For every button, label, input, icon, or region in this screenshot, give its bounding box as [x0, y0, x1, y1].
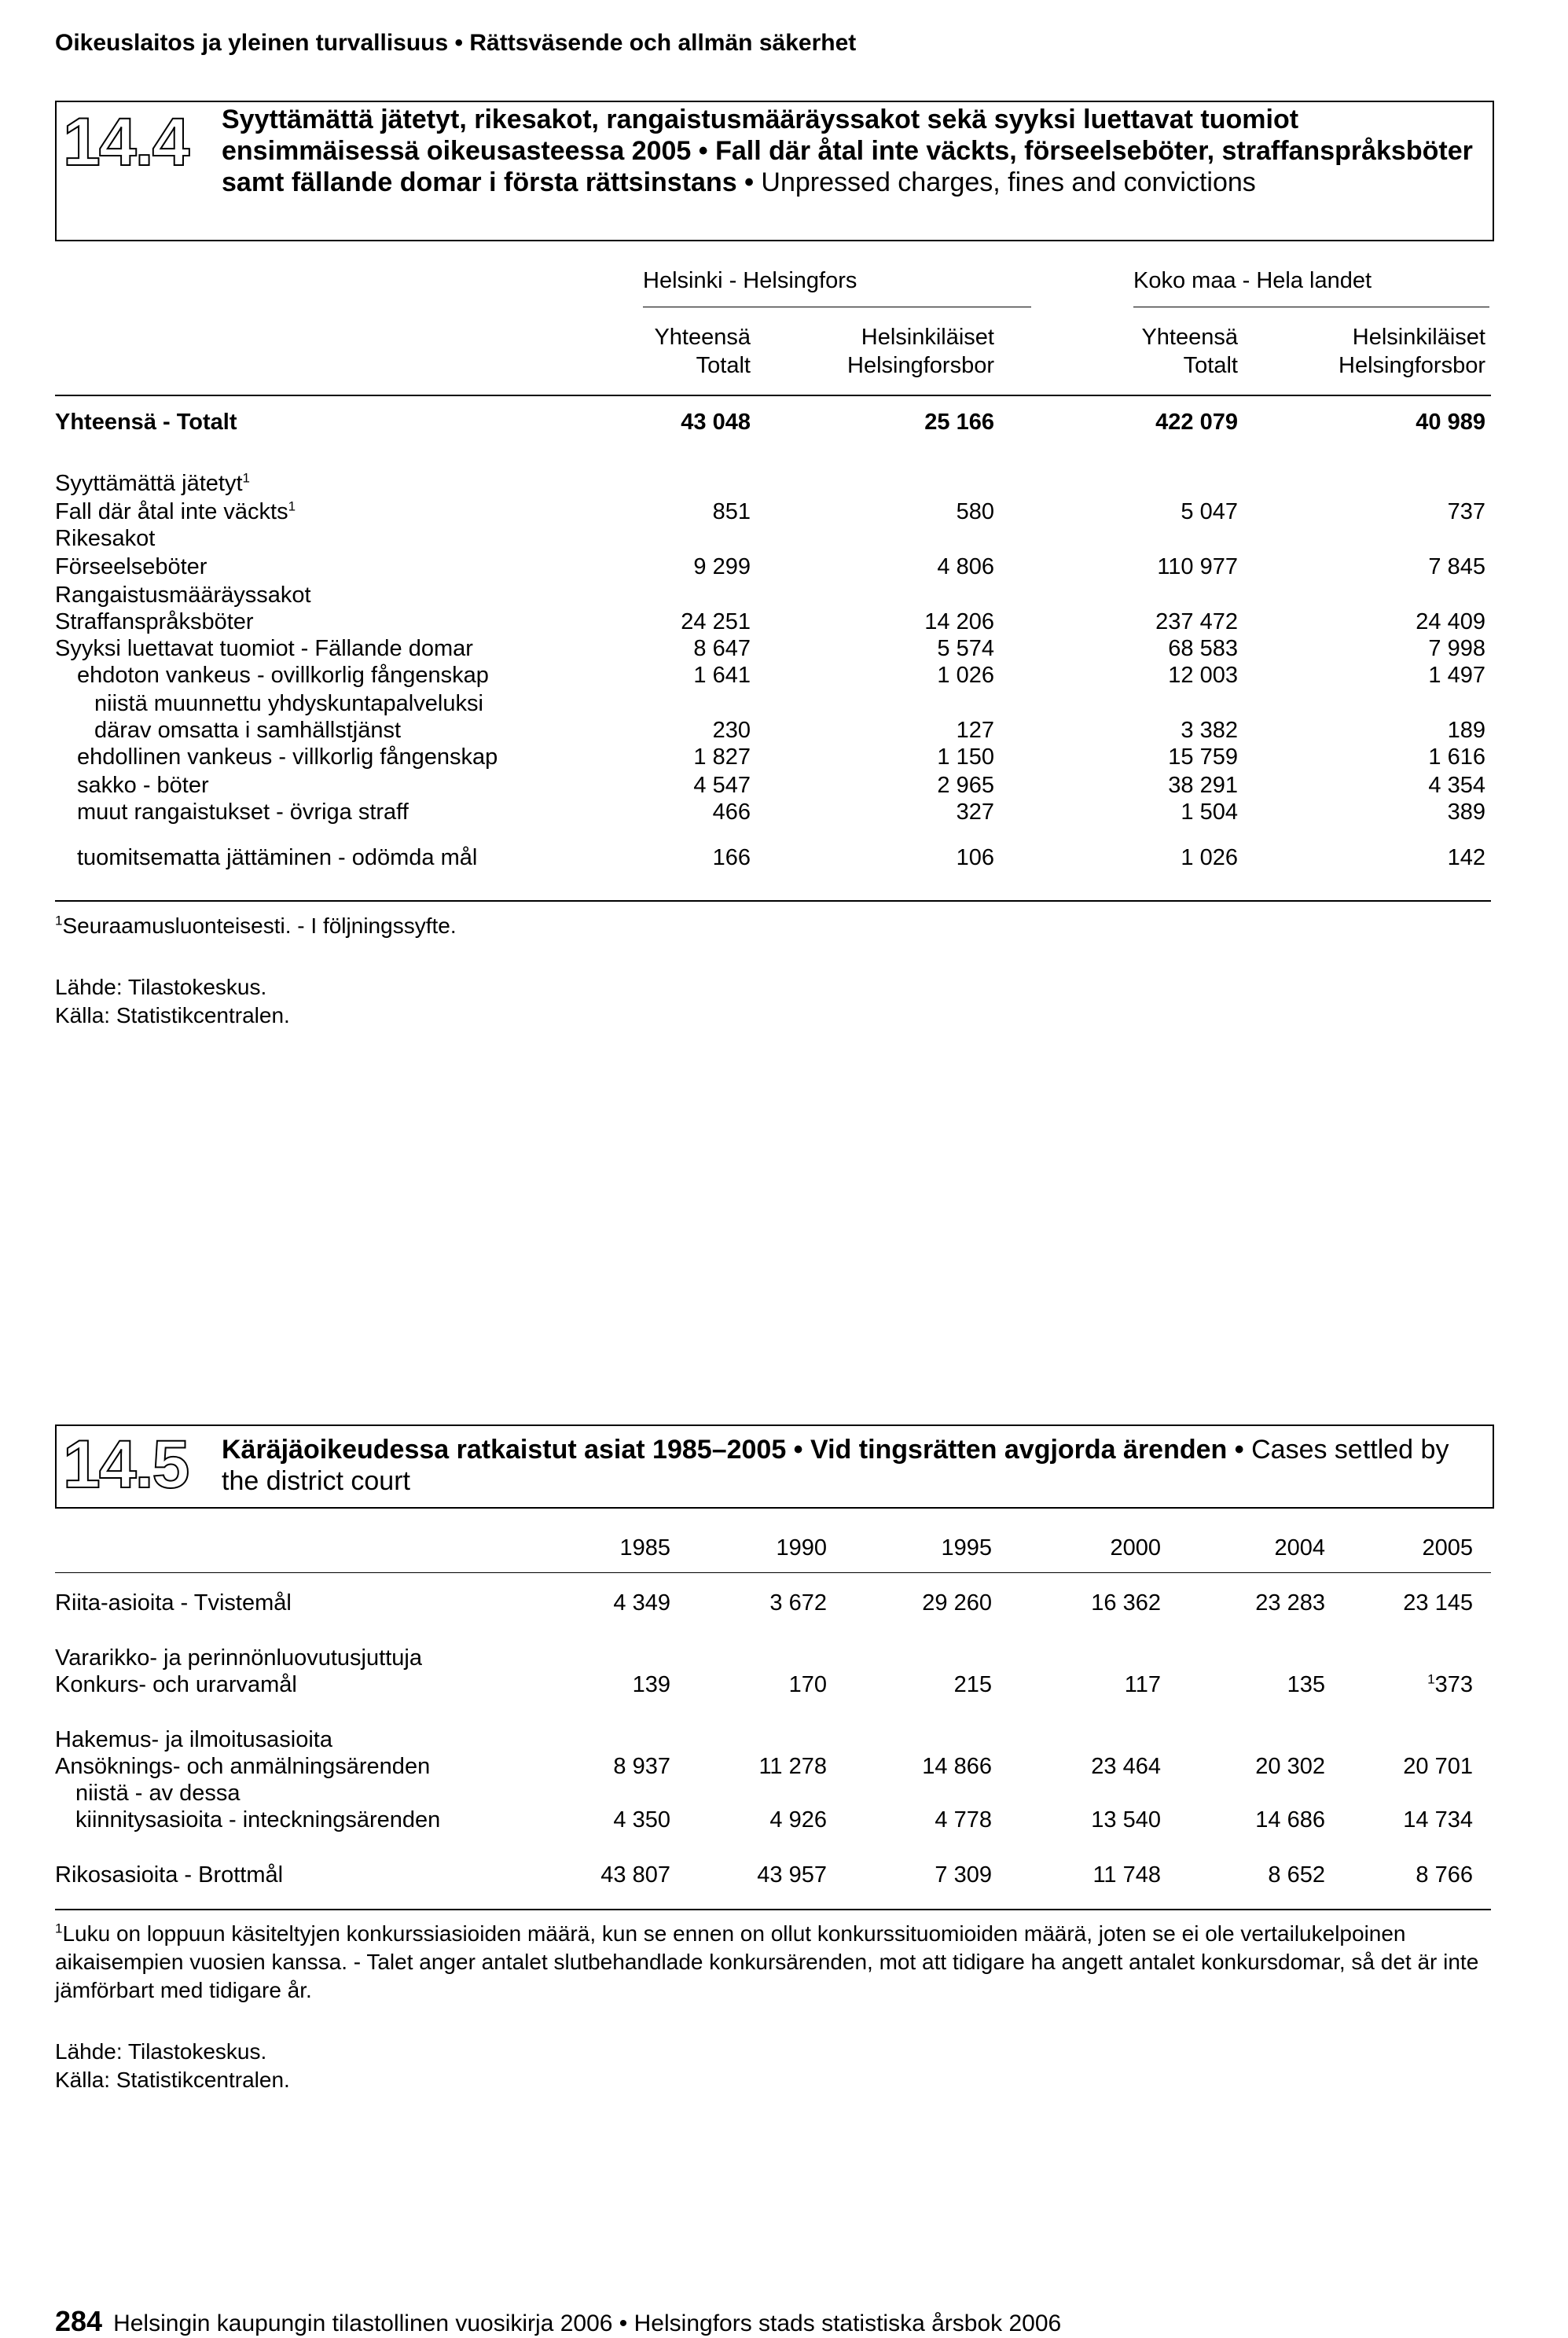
row-label: kiinnitysasioita - inteckningsärenden: [75, 1807, 441, 1833]
page-header: Oikeuslaitos ja yleinen turvallisuus • Rättsväsende och allmän säkerhet: [55, 30, 857, 56]
table-cell: 23 145: [1403, 1590, 1473, 1616]
table-cell: $^1$373: [1427, 1671, 1473, 1697]
column-header: Helsingforsbor: [847, 353, 994, 378]
table-cell: 4 349: [613, 1590, 670, 1616]
column-header: Yhteensä: [654, 325, 751, 350]
row-label: Vararikko- ja perinnönluovutusjuttuja: [55, 1645, 422, 1671]
table-cell: 43 048: [681, 410, 751, 435]
table-cell: 29 260: [922, 1590, 992, 1616]
column-header-year: 2000: [1110, 1535, 1161, 1561]
table-cell: 230: [712, 718, 751, 743]
table-cell: 189: [1447, 718, 1485, 743]
row-label: Hakemus- ja ilmoitusasioita: [55, 1727, 332, 1752]
table-cell: 3 382: [1181, 718, 1238, 743]
table-14-4-source-fi: Lähde: Tilastokeskus.: [55, 975, 267, 999]
table-cell: 8 647: [693, 636, 751, 661]
table-cell: 9 299: [693, 554, 751, 579]
table-cell: 139: [632, 1672, 670, 1697]
table-14-5-footnote: $^1$Luku on loppuun käsiteltyjen konkurssiasioiden määrä, kun se ennen on ollut konkurssituomioiden määrä, joten se ei ole vertailukelpoinen aikaisempien vuosien kanssa. - Talet anger antalet slutbehandlade konkursärenden, mot att tidigare ha angett antalet konkursdomar, så det är inte jämförbart med tidigare år.: [55, 1921, 1479, 2002]
row-label: Förseelseböter: [55, 554, 207, 579]
table-cell: 8 652: [1268, 1862, 1325, 1888]
table-cell: 16 362: [1091, 1590, 1161, 1616]
table-cell: 117: [1124, 1672, 1161, 1697]
table-cell: 23 464: [1091, 1754, 1161, 1779]
row-label: därav omsatta i samhällstjänst: [94, 718, 402, 743]
column-header-year: 1990: [776, 1535, 827, 1561]
table-cell: 7 998: [1428, 636, 1485, 661]
table-title: [222, 1434, 1487, 1497]
column-header-year: 1995: [941, 1535, 992, 1561]
row-label: tuomitsematta jättäminen - odömda mål: [77, 845, 478, 870]
table-cell: 170: [788, 1672, 827, 1697]
row-label: ehdoton vankeus - ovillkorlig fångenskap: [77, 663, 489, 688]
table-cell: 14 866: [922, 1754, 992, 1779]
table-cell: 20 701: [1403, 1754, 1473, 1779]
publication-title: Helsingin kaupungin tilastollinen vuosikirja 2006 • Helsingfors stads statistiska årsbok 2006: [113, 2310, 1062, 2336]
row-label: niistä - av dessa: [75, 1781, 241, 1806]
table-cell: 580: [956, 499, 994, 524]
table-cell: 7 309: [935, 1862, 992, 1888]
table-cell: 389: [1447, 800, 1485, 825]
table-cell: 14 686: [1255, 1807, 1325, 1833]
table-cell: 8 937: [613, 1754, 670, 1779]
table-cell: 12 003: [1168, 663, 1238, 688]
table-cell: 5 047: [1181, 499, 1238, 524]
table-cell: 215: [953, 1672, 992, 1697]
table-cell: 7 845: [1428, 554, 1485, 579]
row-label: Riita-asioita - Tvistemål: [55, 1590, 292, 1616]
row-label: ehdollinen vankeus - villkorlig fångenskap: [77, 744, 498, 770]
row-label: Straffanspråksböter: [55, 609, 254, 634]
row-label: Rikosasioita - Brottmål: [55, 1862, 284, 1888]
table-14-4-footnote: $^1$Seuraamusluonteisesti. - I följningssyfte.: [55, 913, 457, 938]
column-header: Totalt: [1183, 353, 1238, 378]
table-cell: 11 748: [1092, 1862, 1161, 1888]
table-number: 14.4: [63, 105, 189, 180]
table-cell: 43 807: [600, 1862, 670, 1888]
table-number: 14.5: [63, 1427, 189, 1502]
table-cell: 466: [712, 800, 751, 825]
table-14-5-title-box: [55, 1424, 1494, 1509]
row-label: muut rangaistukset - övriga straff: [77, 800, 409, 825]
table-cell: 5 574: [937, 636, 994, 661]
row-label: Rangaistusmääräyssakot: [55, 583, 311, 608]
page-number: 284: [55, 2305, 103, 2337]
table-cell: 1 504: [1181, 800, 1238, 825]
table-cell: 1 616: [1428, 744, 1485, 770]
table-cell: 40 989: [1416, 410, 1485, 435]
table-cell: 142: [1447, 845, 1485, 870]
column-group-koko-maa: Koko maa - Hela landet: [1133, 268, 1372, 293]
table-title-bold: Syyttämättä jätetyt, rikesakot, rangaistusmääräyssakot sekä syyksi luettavat tuomiot ensimmäisessä oikeusasteessa 2005 • Fall där åtal inte väckts, förseelseböter, straffanspråksböter samt fällande domar i första rättsinstans •: [222, 105, 1473, 197]
table-cell: 4 547: [693, 773, 751, 798]
table-cell: 237 472: [1155, 609, 1238, 634]
column-header: Totalt: [696, 353, 751, 378]
table-cell: 1 026: [937, 663, 994, 688]
table-cell: 166: [712, 845, 751, 870]
table-cell: 1 827: [693, 744, 751, 770]
table-title: [222, 104, 1479, 198]
column-header: Helsinkiläiset: [1352, 325, 1485, 350]
table-cell: 1 497: [1428, 663, 1485, 688]
table-14-5-source-sv: Källa: Statistikcentralen.: [55, 2068, 290, 2092]
row-label: Rikesakot: [55, 526, 156, 551]
column-header: Helsingforsbor: [1338, 353, 1485, 378]
table-cell: 11 278: [758, 1754, 827, 1779]
table-cell: 4 926: [769, 1807, 827, 1833]
table-cell: 1 150: [937, 744, 994, 770]
table-cell: 4 806: [937, 554, 994, 579]
column-header: Helsinkiläiset: [861, 325, 994, 350]
table-cell: 13 540: [1091, 1807, 1161, 1833]
table-cell: 4 354: [1428, 773, 1485, 798]
row-label: niistä muunnettu yhdyskuntapalveluksi: [94, 691, 483, 716]
table-cell: 14 734: [1403, 1807, 1473, 1833]
table-cell: 24 409: [1416, 609, 1485, 634]
table-cell: 68 583: [1168, 636, 1238, 661]
row-label: Ansöknings- och anmälningsärenden: [55, 1754, 431, 1779]
table-cell: 20 302: [1255, 1754, 1325, 1779]
table-cell: 127: [956, 718, 994, 743]
table-cell: 23 283: [1255, 1590, 1325, 1616]
table-cell: 24 251: [681, 609, 751, 634]
table-cell: 106: [956, 845, 994, 870]
column-group-helsinki: Helsinki - Helsingfors: [643, 268, 857, 293]
table-14-4-title-box: [55, 101, 1494, 241]
table-cell: 43 957: [757, 1862, 827, 1888]
table-cell: 25 166: [924, 410, 994, 435]
row-label: Syyksi luettavat tuomiot - Fällande domar: [55, 636, 473, 661]
row-label: Fall där åtal inte väckts$^1$: [55, 498, 296, 524]
row-label: Yhteensä - Totalt: [55, 410, 237, 435]
table-cell: 14 206: [924, 609, 994, 634]
table-cell: 4 350: [613, 1807, 670, 1833]
table-14-5-source-fi: Lähde: Tilastokeskus.: [55, 2039, 267, 2064]
table-title-bold: Käräjäoikeudessa ratkaistut asiat 1985–2005 • Vid tingsrätten avgjorda ärenden •: [222, 1435, 1244, 1465]
column-header: Yhteensä: [1141, 325, 1238, 350]
table-cell: 422 079: [1155, 410, 1238, 435]
table-cell: 135: [1287, 1672, 1325, 1697]
table-title-english: Cases settled by the district court: [222, 1435, 1449, 1496]
table-cell: 737: [1447, 499, 1485, 524]
column-header-year: 2004: [1274, 1535, 1325, 1561]
row-label: sakko - böter: [77, 773, 209, 798]
table-cell: 8 766: [1416, 1862, 1473, 1888]
table-cell: 1 026: [1181, 845, 1238, 870]
table-cell: 2 965: [937, 773, 994, 798]
table-cell: 1 641: [693, 663, 751, 688]
table-cell: 38 291: [1168, 773, 1238, 798]
page-footer: [55, 2305, 1061, 2338]
table-cell: 15 759: [1168, 744, 1238, 770]
table-cell: 110 977: [1157, 554, 1238, 579]
column-header-year: 2005: [1422, 1535, 1473, 1561]
table-cell: 3 672: [769, 1590, 827, 1616]
table-cell: 4 778: [935, 1807, 992, 1833]
table-title-english: Unpressed charges, fines and convictions: [753, 167, 1256, 197]
column-header-year: 1985: [619, 1535, 670, 1561]
row-label: Syyttämättä jätetyt$^1$: [55, 470, 251, 496]
table-cell: 327: [956, 800, 994, 825]
table-14-4-source-sv: Källa: Statistikcentralen.: [55, 1003, 290, 1027]
table-cell: 851: [712, 499, 751, 524]
row-label: Konkurs- och urarvamål: [55, 1672, 297, 1697]
